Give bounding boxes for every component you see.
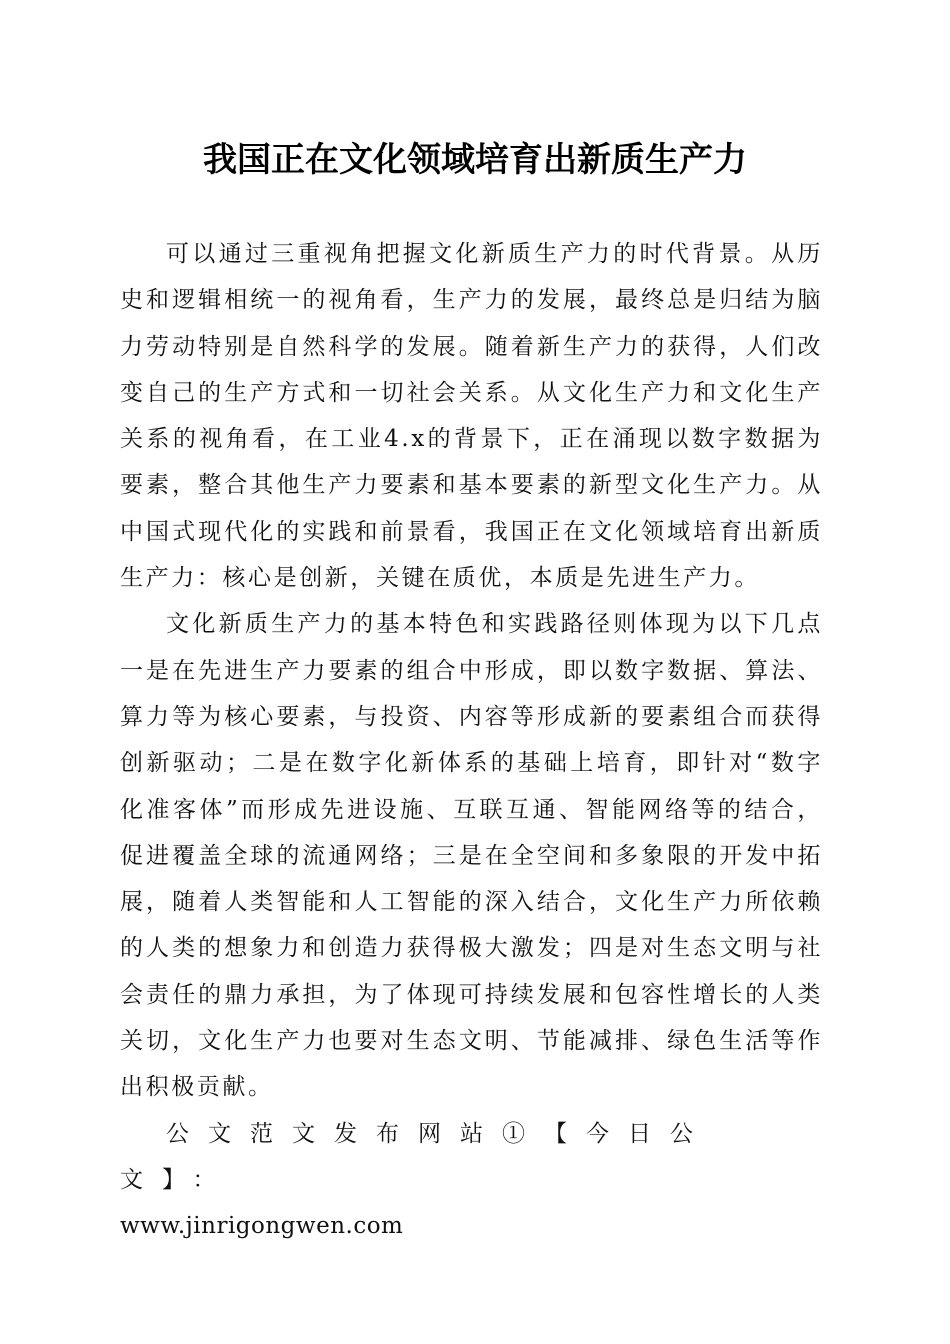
source-label: 公文范文发布网站①【今日公文】： bbox=[120, 1120, 712, 1193]
document-body bbox=[120, 231, 823, 1250]
paragraph-1: 可以通过三重视角把握文化新质生产力的时代背景。从历史和逻辑相统一的视角看，生产力的发展，最终总是归结为脑力劳动特别是自然科学的发展。随着新生产力的获得，人们改变自己的生产方式和一切社会关系。从文化生产力和文化生产关系的视角看，在工业4.x的背景下，正在涌现以数字数据为要素，整合其他生产力要素和基本要素的新型文化生产力。从中国式现代化的实践和前景看，我国正在文化领域培育出新质生产力：核心是创新，关键在质优，本质是先进生产力。 bbox=[120, 241, 823, 592]
paragraph-2: 文化新质生产力的基本特色和实践路径则体现为以下几点一是在先进生产力要素的组合中形成，即以数字数据、算法、算力等为核心要素，与投资、内容等形成新的要素组合而获得创新驱动；二是在数字化新体系的基础上培育，即针对“数字化准客体”而形成先进设施、互联互通、智能网络等的结合，促进覆盖全球的流通网络；三是在全空间和多象限的开发中拓展，随着人类智能和人工智能的深入结合，文化生产力所依赖的人类的想象力和创造力获得极大激发；四是对生态文明与社会责任的鼎力承担，为了体现可持续发展和包容性增长的人类关切，文化生产力也要对生态文明、节能减排、绿色生活等作出积极贡献。 bbox=[120, 611, 823, 1101]
document-title: 我国正在文化领域培育出新质生产力 bbox=[203, 140, 747, 180]
source-footer bbox=[120, 1111, 823, 1250]
source-url: www.jinrigongwen.com bbox=[120, 1213, 404, 1240]
